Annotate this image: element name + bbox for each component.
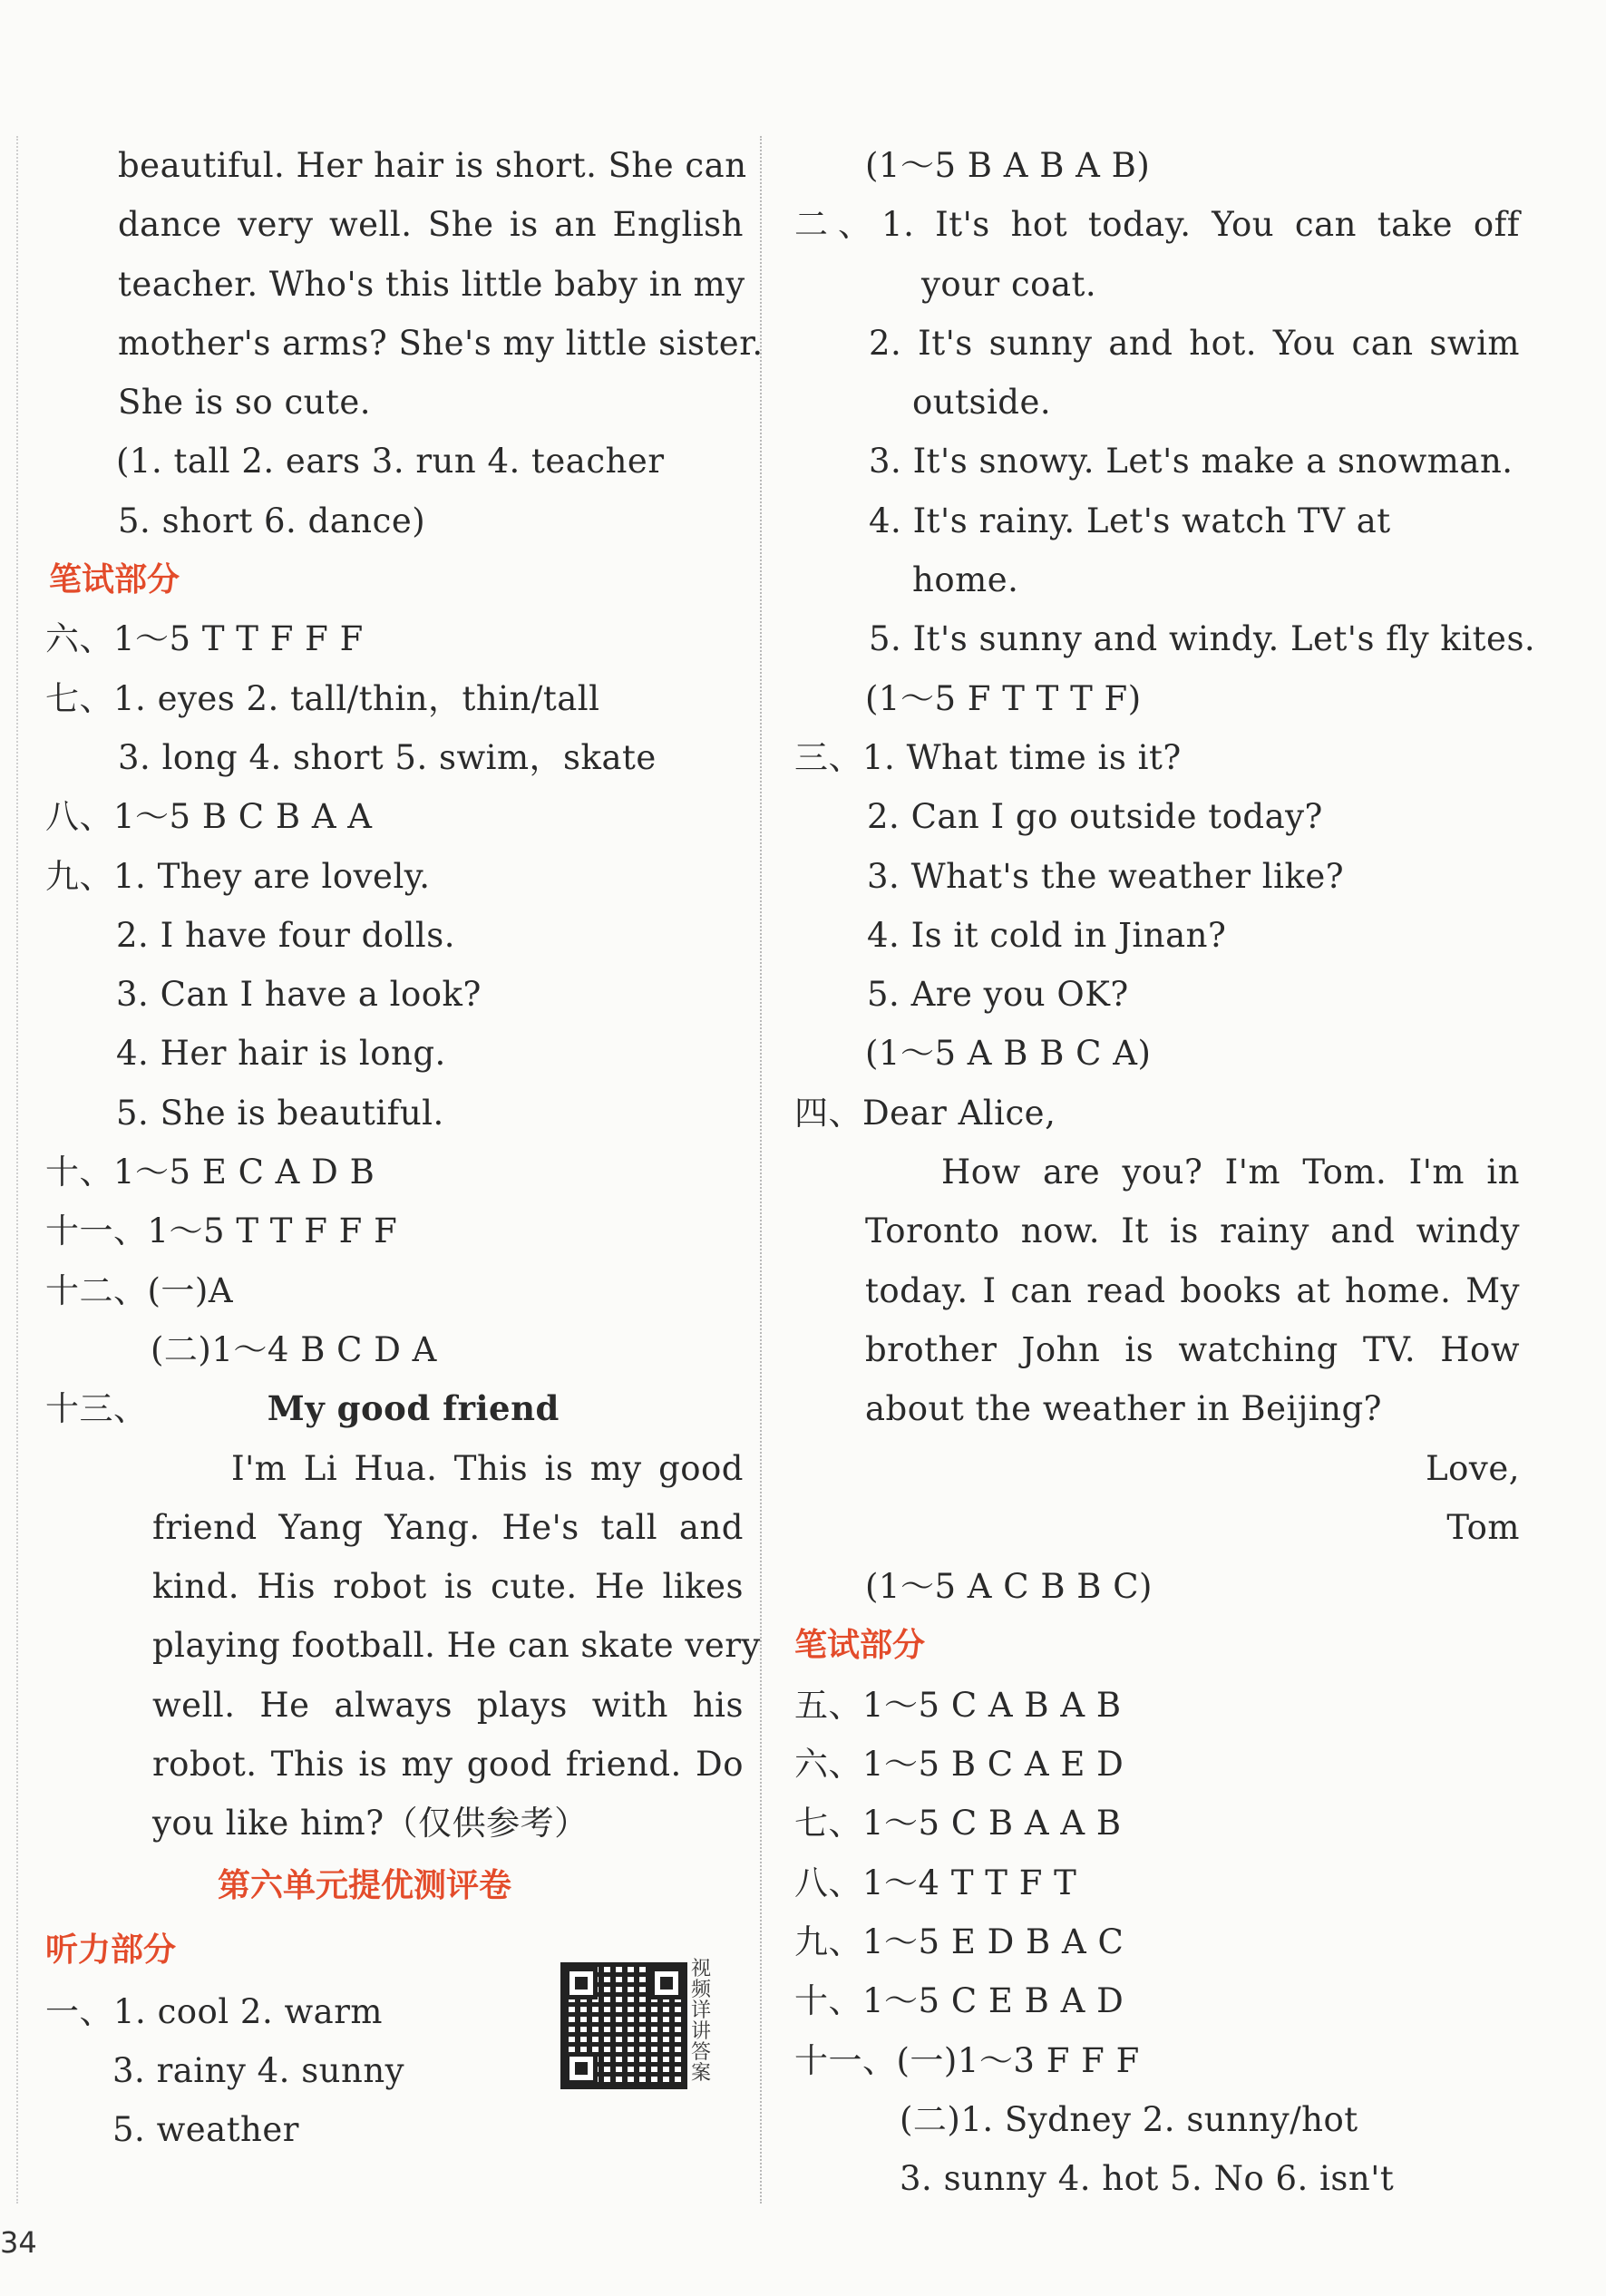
answer-line: 五、1～5 C A B A B — [794, 1685, 1122, 1725]
answer-line: 三、1. What time is it? — [794, 737, 1182, 777]
margin-rule — [16, 136, 18, 2204]
text-line: She is so cute. — [118, 383, 372, 423]
answer-line: 十二、(一)A — [45, 1270, 234, 1310]
text-line: your coat. — [921, 264, 1097, 304]
answer-line: 2. Can I go outside today? — [867, 797, 1323, 837]
answer-line: 六、1～5 T T F F F — [45, 619, 364, 659]
answer-line: 4. Her hair is long. — [116, 1034, 446, 1074]
qr-caption: 视频详讲答案 — [690, 1958, 711, 2085]
answer-line: 十一、(一)1～3 F F F — [794, 2040, 1140, 2080]
text-line: dance very well. She is an English — [118, 205, 744, 245]
page-number: 34 — [0, 2225, 37, 2260]
answer-line: 一、1. cool 2. warm — [45, 1991, 383, 2031]
letter-signature: Tom — [1446, 1507, 1520, 1547]
letter-greeting: 四、Dear Alice, — [794, 1093, 1056, 1133]
essay-line: you like him?（仅供参考） — [152, 1804, 589, 1844]
answer-line: (1～5 A C B B C) — [865, 1567, 1153, 1607]
answer-line: 5. weather — [112, 2110, 299, 2150]
answer-line: 3. Can I have a look? — [116, 975, 482, 1015]
essay-line: well. He always plays with his — [152, 1685, 744, 1725]
answer-line: 十、1～5 C E B A D — [794, 1981, 1124, 2021]
qr-finder — [565, 2052, 598, 2085]
text-line: 二、1. It's hot today. You can take off — [794, 205, 1520, 245]
answer-line: (1～5 F T T T F) — [865, 678, 1142, 718]
qr-code[interactable] — [560, 1962, 687, 2089]
right-column — [794, 136, 1538, 2208]
answer-line: 十、1～5 E C A D B — [45, 1153, 375, 1192]
letter-line: today. I can read books at home. My — [865, 1270, 1520, 1310]
answer-line: 八、1～4 T T F T — [794, 1863, 1077, 1902]
qr-finder — [650, 1967, 683, 1999]
letter-line: Toronto now. It is rainy and windy — [865, 1211, 1520, 1251]
answer-line: (1. tall 2. ears 3. run 4. teacher — [116, 442, 665, 482]
answer-line: 九、1～5 E D B A C — [794, 1921, 1124, 1961]
text-line: home. — [912, 560, 1019, 600]
section-heading-written: 笔试部分 — [794, 1627, 926, 1665]
text-line: 2. It's sunny and hot. You can swim — [869, 323, 1520, 363]
section-heading-listening: 听力部分 — [45, 1931, 177, 1969]
letter-closing: Love, — [1426, 1448, 1520, 1488]
answer-line: 2. I have four dolls. — [116, 915, 456, 955]
text-line: 3. It's snowy. Let's make a snowman. — [869, 442, 1514, 482]
answer-line: (1～5 B A B A B) — [865, 146, 1151, 185]
answer-line: 3. What's the weather like? — [867, 856, 1345, 896]
essay-title-line — [45, 1379, 744, 1438]
answer-line: (二)1. Sydney 2. sunny/hot — [900, 2099, 1358, 2139]
column-divider — [760, 136, 762, 2204]
answer-line: 六、1～5 B C A E D — [794, 1745, 1124, 1785]
answer-line: 3. long 4. short 5. swim，skate — [118, 737, 657, 777]
text-line: mother's arms? She's my little sister. — [118, 323, 764, 363]
left-column — [45, 136, 764, 2160]
text-line: teacher. Who's this little baby in my — [118, 264, 745, 304]
qr-finder — [565, 1967, 598, 1999]
answer-line: 5. short 6. dance) — [118, 501, 426, 540]
question-number: 十三、 — [45, 1389, 148, 1429]
answer-line: 八、1～5 B C B A A — [45, 797, 373, 837]
text-line: beautiful. Her hair is short. She can — [118, 146, 747, 185]
answer-line: 七、1. eyes 2. tall/thin，thin/tall — [45, 678, 600, 718]
letter-line: How are you? I'm Tom. I'm in — [941, 1153, 1520, 1192]
text-line: 5. It's sunny and windy. Let's fly kites. — [869, 619, 1536, 659]
answer-line: (二)1～4 B C D A — [151, 1329, 437, 1369]
answer-line: (1～5 A B B C A) — [865, 1034, 1152, 1074]
essay-title: My good friend — [267, 1388, 560, 1429]
essay-line: kind. His robot is cute. He likes — [152, 1567, 744, 1607]
essay-line: robot. This is my good friend. Do — [152, 1745, 744, 1785]
essay-line: I'm Li Hua. This is my good — [231, 1448, 744, 1488]
unit-title: 第六单元提优测评卷 — [218, 1866, 512, 1904]
answer-line: 十一、1～5 T T F F F — [45, 1211, 398, 1251]
letter-line: brother John is watching TV. How — [865, 1329, 1520, 1369]
essay-line: friend Yang Yang. He's tall and — [152, 1507, 744, 1547]
answer-line: 3. sunny 4. hot 5. No 6. isn't — [900, 2159, 1395, 2199]
letter-line: about the weather in Beijing? — [865, 1389, 1383, 1429]
text-line: 4. It's rainy. Let's watch TV at — [869, 501, 1391, 540]
text-line: outside. — [912, 383, 1052, 423]
answer-line: 3. rainy 4. sunny — [112, 2050, 405, 2090]
answer-line: 七、1～5 C B A A B — [794, 1804, 1122, 1844]
answer-line: 九、1. They are lovely. — [45, 856, 431, 896]
answer-line: 4. Is it cold in Jinan? — [867, 915, 1227, 955]
essay-line: playing football. He can skate very — [152, 1626, 761, 1666]
answer-line: 5. She is beautiful. — [116, 1093, 444, 1133]
answer-line: 5. Are you OK? — [867, 975, 1129, 1015]
section-heading-written: 笔试部分 — [49, 561, 180, 599]
